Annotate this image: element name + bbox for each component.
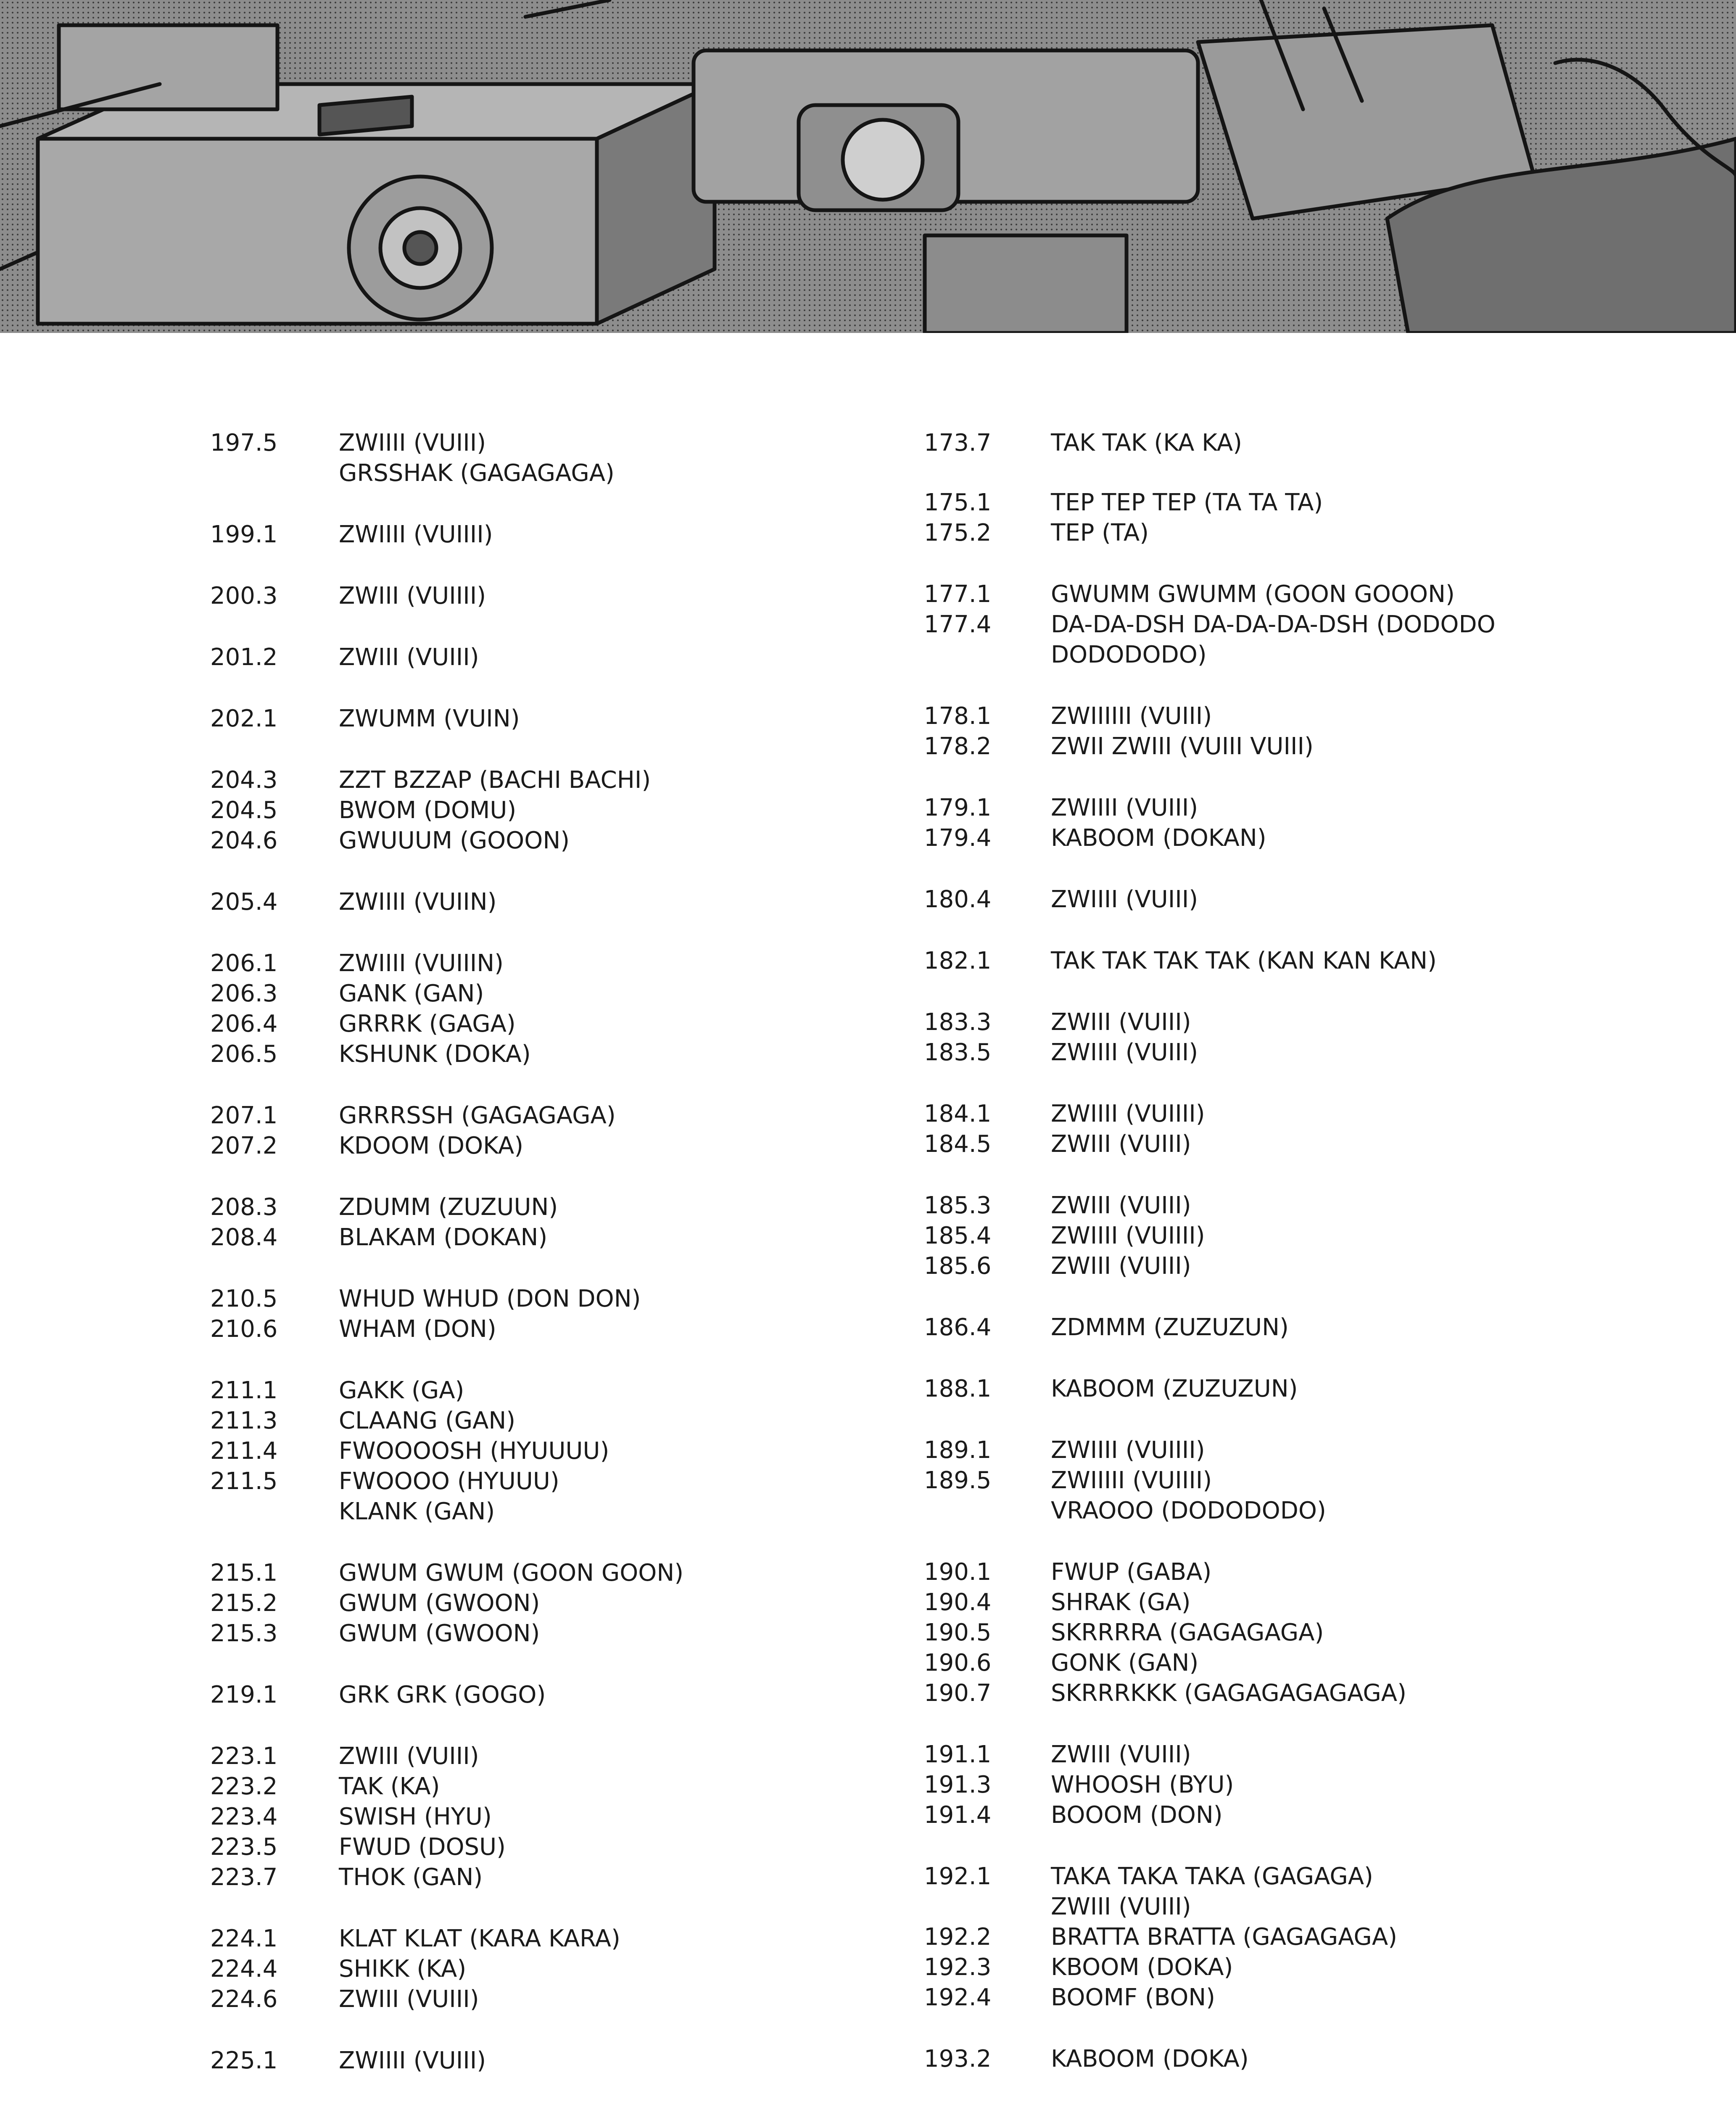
header-artwork	[0, 0, 1736, 333]
